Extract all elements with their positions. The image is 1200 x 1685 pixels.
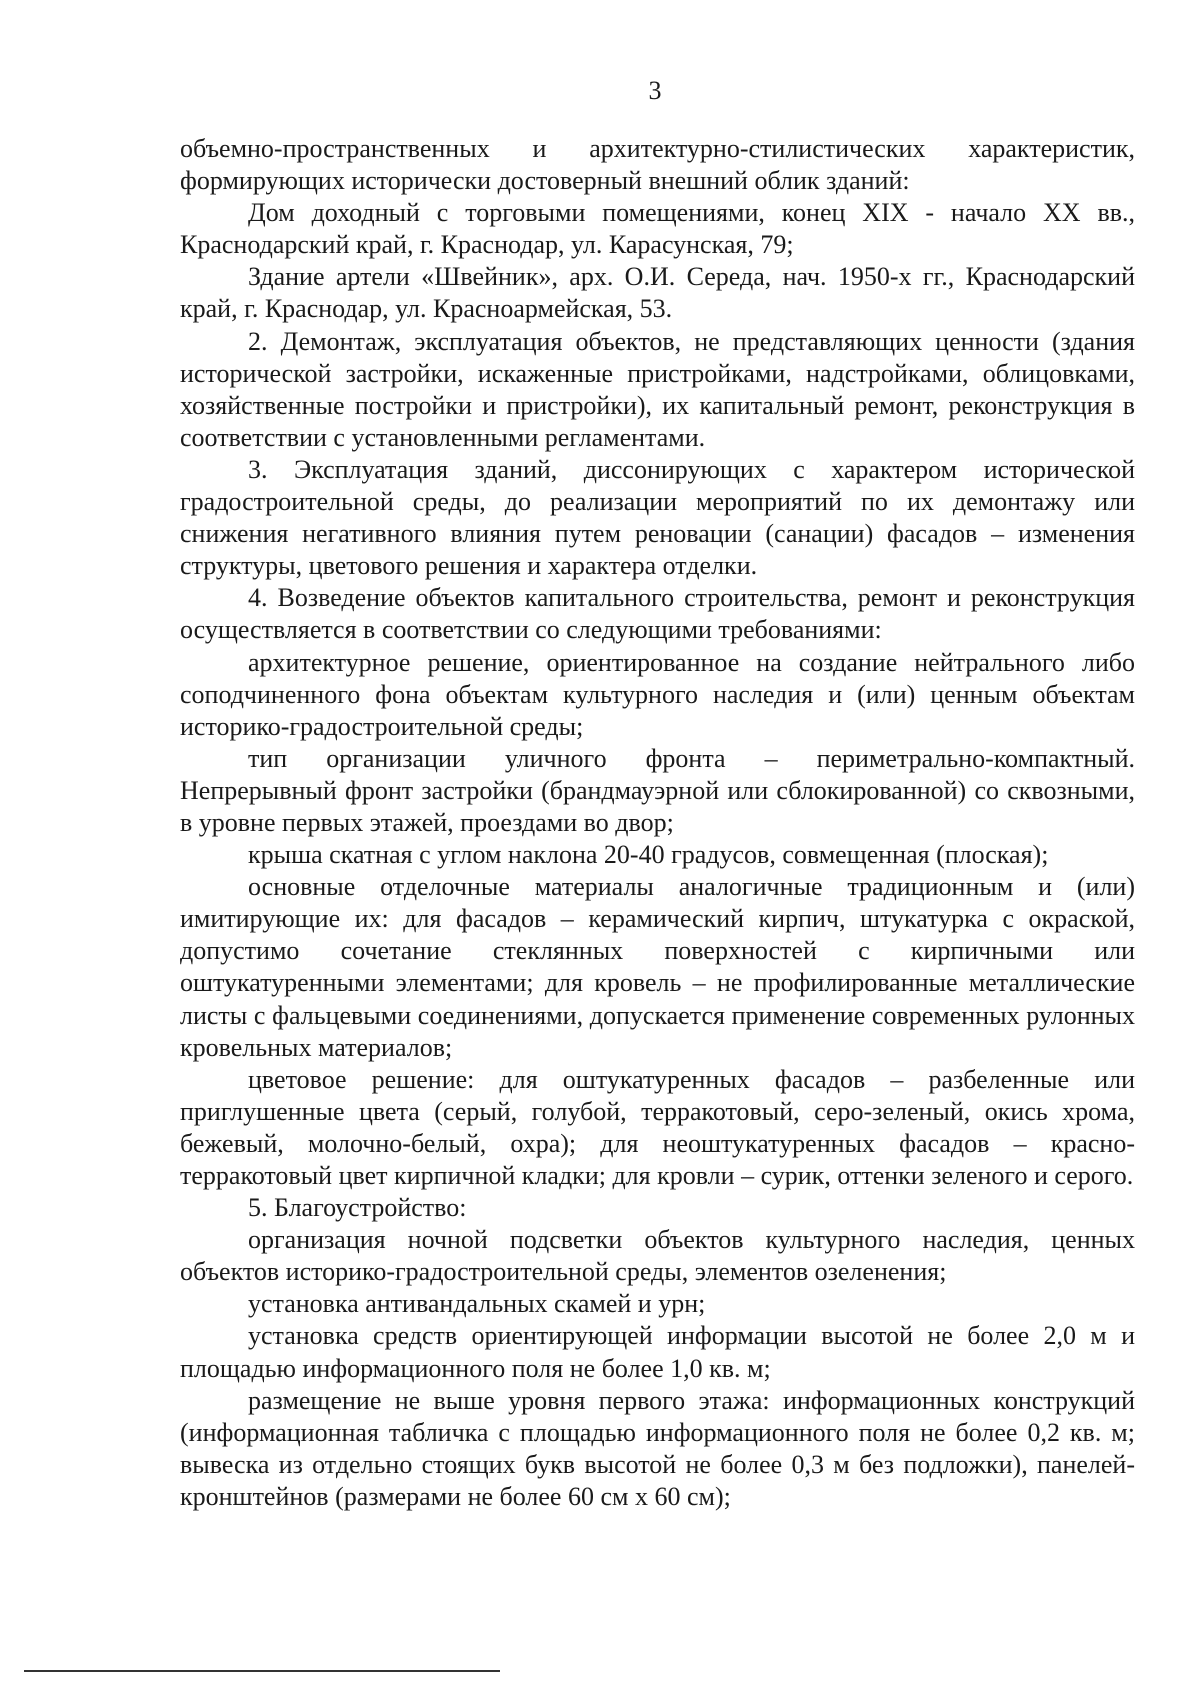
paragraph: 2. Демонтаж, эксплуатация объектов, не представляющих ценности (здания исторической застройки, искаженные пристройками, надстройками, облицовками, хозяйственные постройки и пристройки), их капитальный ремонт, реконструкция в соответствии с установленными регламентами. bbox=[180, 326, 1135, 452]
paragraph: цветовое решение: для оштукатуренных фасадов – разбеленные или приглушенные цвета (серый, голубой, терракотовый, серо-зеленый, окись хрома, бежевый, молочно-белый, охра); для неоштукатуренных фасадов – красно-терракотовый цвет кирпичной кладки; для кровли – сурик, оттенки зеленого и серого. bbox=[180, 1064, 1135, 1190]
paragraph: 5. Благоустройство: bbox=[248, 1193, 467, 1223]
paragraph: Здание артели «Швейник», арх. О.И. Середа, нач. 1950-х гг., Краснодарский край, г. Краснодар, ул. Красноармейская, 53. bbox=[180, 262, 1135, 324]
paragraph: объемно-пространственных и архитектурно-стилистических характеристик, формирующих исторически достоверный внешний облик зданий: bbox=[180, 134, 1135, 196]
paragraph: размещение не выше уровня первого этажа: информационных конструкций (информационная табличка с площадью информационного поля не более 0,2 кв. м; вывеска из отдельно стоящих букв высотой не более 0,3 м без подложки), панелей-кронштейнов (размерами не более 60 см х 60 см); bbox=[180, 1385, 1135, 1511]
paragraph: основные отделочные материалы аналогичные традиционным и (или) имитирующие их: для фасадов – керамический кирпич, штукатурка с окраской, допустимо сочетание стеклянных поверхностей с кирпичными или оштукатуренными элементами; для кровель – не профилированные металлические листы с фальцевыми соединениями, допускается применение современных рулонных кровельных материалов; bbox=[180, 872, 1135, 1062]
paragraph: установка средств ориентирующей информации высотой не более 2,0 м и площадью информационного поля не более 1,0 кв. м; bbox=[180, 1321, 1135, 1383]
paragraph: 3. Эксплуатация зданий, диссонирующих с характером исторической градостроительной среды, до реализации мероприятий по их демонтажу или снижения негативного влияния путем реновации (санации) фасадов – изменения структуры, цветового решения и характера отделки. bbox=[180, 454, 1135, 581]
paragraph: Дом доходный с торговыми помещениями, конец XIX - начало XX вв., Краснодарский край, г. Краснодар, ул. Карасунская, 79; bbox=[180, 198, 1135, 260]
paragraph: 4. Возведение объектов капитального строительства, ремонт и реконструкция осуществляется в соответствии со следующими требованиями: bbox=[180, 583, 1135, 645]
page-number: 3 bbox=[648, 76, 662, 105]
paragraph: организация ночной подсветки объектов культурного наследия, ценных объектов историко-градостроительной среды, элементов озеленения; bbox=[180, 1225, 1135, 1287]
bottom-divider bbox=[24, 1670, 500, 1672]
paragraph: архитектурное решение, ориентированное на создание нейтрального либо соподчиненного фона объектам культурного наследия и (или) ценным объектам историко-градостроительной среды; bbox=[180, 647, 1135, 741]
paragraph: установка антивандальных скамей и урн; bbox=[248, 1289, 706, 1319]
paragraph: крыша скатная с углом наклона 20-40 градусов, совмещенная (плоская); bbox=[248, 840, 1049, 870]
paragraph: тип организации уличного фронта – периметрально-компактный. Непрерывный фронт застройки (брандмауэрной или сблокированной) со сквозными, в уровне первых этажей, проездами во двор; bbox=[180, 743, 1135, 837]
document-body bbox=[180, 133, 1135, 1513]
